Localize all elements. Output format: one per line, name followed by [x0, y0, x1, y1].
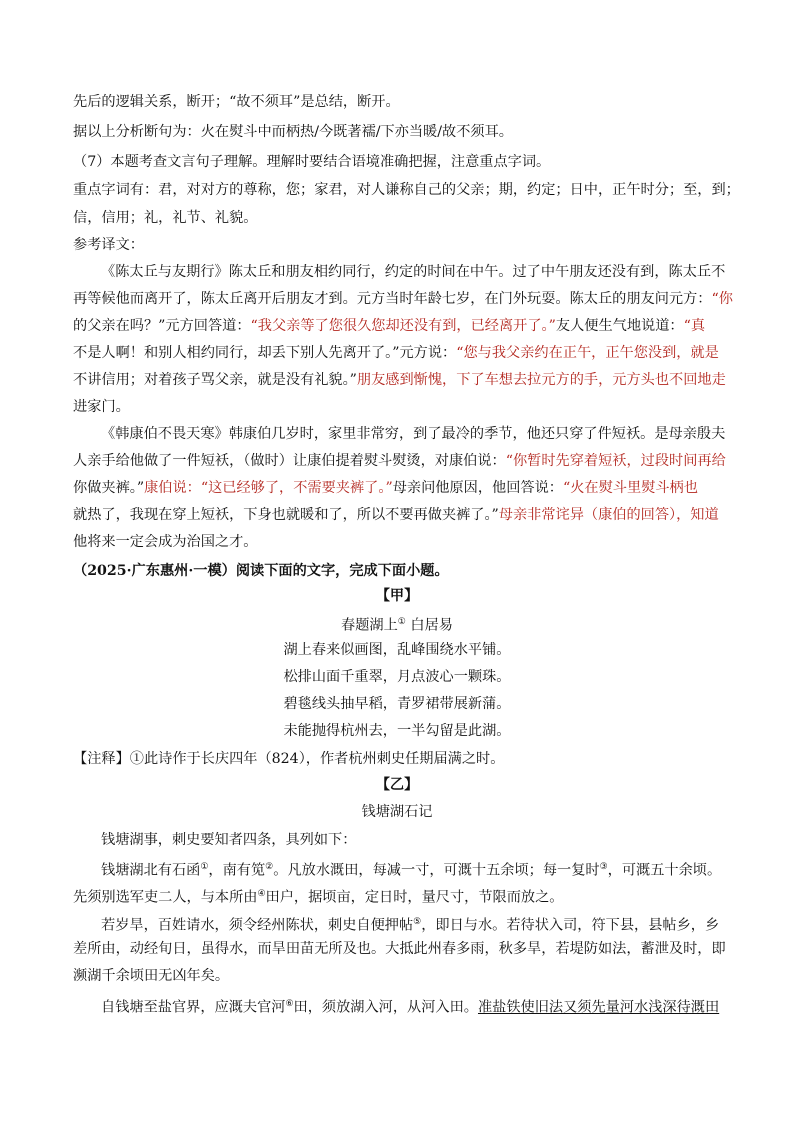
essay-line: 钱塘湖事，刺史要知者四条，具列如下： — [101, 832, 357, 848]
translation-line: 进家门。 — [73, 399, 130, 415]
translation-line: 你做夹裤。”康伯说：“这已经够了，不需要夹裤了。”母亲问他原因，他回答说：“火在熨斗里熨斗柄也 — [73, 480, 698, 496]
analysis-line: 据以上分析断句为：火在熨斗中而柄热/今既著襦/下亦当暖/故不须耳。 — [73, 124, 513, 140]
translation-line: 他将来一定会成为治国之才。 — [73, 534, 258, 550]
essay-line: 濒湖千余顷田无凶年矣。 — [73, 968, 230, 984]
translation-line: 不讲信用；对着孩子骂父亲，就是没有礼貌。”朋友感到惭愧，下了车想去拉元方的手，元方头也不回地走 — [73, 372, 726, 388]
poem-line: 未能抛得杭州去，一半勾留是此湖。 — [283, 723, 511, 739]
analysis-line: 参考译文： — [73, 237, 144, 253]
translation-line: 就热了，我现在穿上短袄，下身也就暖和了，所以不要再做夹裤了。”母亲非常诧异（康伯的回答），知道 — [73, 507, 719, 523]
translation-line: 《韩康伯不畏天寒》韩康伯几岁时，家里非常穷，到了最冷的季节，他还只穿了件短袄。是母亲殷夫 — [101, 426, 726, 442]
analysis-line: 重点字词有：君，对对方的尊称，您；家君，对人谦称自己的父亲；期，约定；日中，正午时分；至，到； — [73, 182, 740, 198]
essay-line: 差所由，动经旬日，虽得水，而旱田苗无所及也。大抵此州春多雨，秋多旱，若堤防如法，蓄泄及时，即 — [73, 941, 726, 957]
translation-line: 人亲手给他做了一件短袄，（做时）让康伯提着熨斗熨烫，对康伯说：“你暂时先穿着短袄，过段时间再给 — [73, 453, 726, 469]
analysis-line: 先后的逻辑关系，断开；“故不须耳”是总结，断开。 — [73, 94, 400, 110]
analysis-line: （7）本题考查文言句子理解。理解时要结合语境准确把握，注意重点字词。 — [73, 154, 551, 170]
poem-note: 【注释】①此诗作于长庆四年（824），作者杭州刺史任期届满之时。 — [73, 751, 505, 767]
poem-title: 春题湖上① 白居易 — [341, 617, 453, 634]
essay-title: 钱塘湖石记 — [361, 804, 433, 820]
translation-line: 不是人啊！和别人相约同行，却丢下别人先离开了。”元方说：“您与我父亲约在正午，正午您没到，就是 — [73, 345, 719, 361]
analysis-line: 信，信用；礼，礼节、礼貌。 — [73, 210, 258, 226]
question-header: （2025·广东惠州·一模）阅读下面的文字，完成下面小题。 — [73, 563, 449, 579]
poem-line: 湖上春来似画图，乱峰围绕水平铺。 — [283, 642, 511, 658]
section-label-jia: 【甲】 — [375, 588, 419, 604]
translation-line: 的父亲在吗？”元方回答道：“我父亲等了您很久您却还没有到，已经离开了。”友人便生气地说道：“真 — [73, 318, 706, 334]
translation-line: 《陈太丘与友期行》陈太丘和朋友相约同行，约定的时间在中午。过了中午朋友还没有到，陈太丘不 — [101, 264, 726, 280]
essay-line: 若岁旱，百姓请水，须令经州陈状，刺史自便押帖⑤，即日与水。若待状入司，符下县，县帖乡，乡 — [101, 917, 720, 934]
poem-line: 松排山面千重翠，月点波心一颗珠。 — [283, 669, 511, 685]
poem-line: 碧毯线头抽早稻，青罗裙带展新蒲。 — [283, 696, 511, 712]
essay-line: 先须别选军吏二人，与本所由④田户，据顷亩，定日时，量尺寸，节限而放之。 — [73, 889, 564, 906]
essay-line: 自钱塘至盐官界，应溉夫官河⑥田，须放湖入河，从河入田。准盐铁使旧法又须先量河水浅深待溉田 — [101, 999, 720, 1016]
section-label-yi: 【乙】 — [375, 777, 419, 793]
translation-line: 再等候他而离开了，陈太丘离开后朋友才到。元方当时年龄七岁，在门外玩耍。陈太丘的朋友问元方：“你 — [73, 291, 733, 307]
essay-line: 钱塘湖北有石函①，南有笕②。凡放水溉田，每减一寸，可溉十五余顷；每一复时③，可溉五十余顷。 — [101, 862, 722, 879]
